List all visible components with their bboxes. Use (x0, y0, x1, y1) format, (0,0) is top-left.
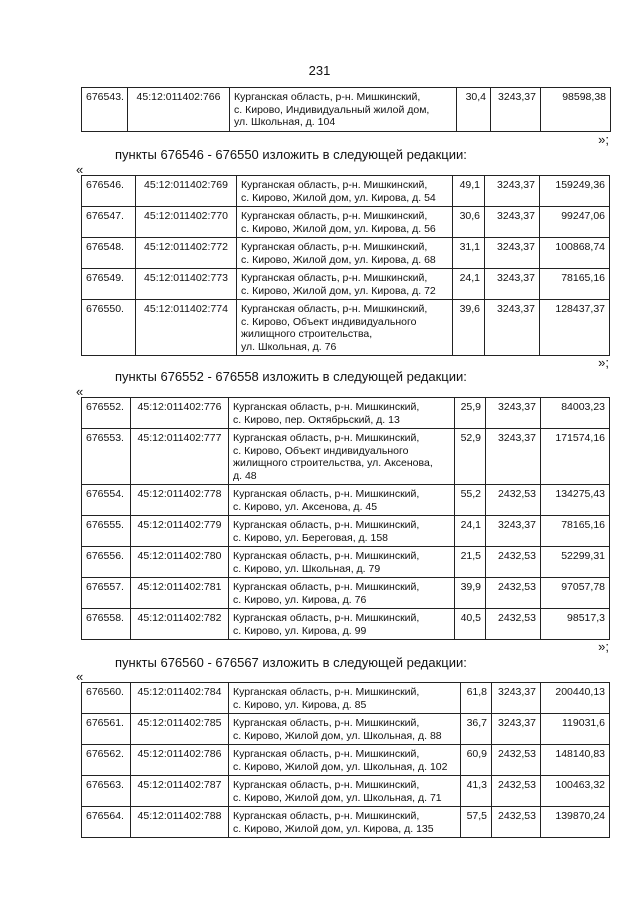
address-line: Курганская область, р-н. Мишкинский, (233, 779, 420, 791)
address-line: Курганская область, р-н. Мишкинский, (233, 488, 420, 500)
paragraph-heading: пункты 676560 - 676567 изложить в следующей редакции: (115, 655, 467, 670)
price-cell: 2432,53 (486, 609, 541, 640)
address-line: с. Кирово, Жилой дом, ул. Школьная, д. 71 (233, 791, 442, 804)
area-cell: 25,9 (455, 398, 486, 429)
address-line: ул. Школьная, д. 76 (241, 340, 337, 353)
address-line: с. Кирово, Индивидуальный жилой дом, (234, 103, 430, 116)
area-cell: 30,4 (457, 88, 491, 132)
address-cell (229, 714, 461, 745)
address-line: Курганская область, р-н. Мишкинский, (233, 717, 420, 729)
address-line: Курганская область, р-н. Мишкинский, (233, 581, 420, 593)
cadastral-number-cell: 45:12:011402:766 (128, 88, 230, 132)
area-cell: 31,1 (453, 238, 485, 269)
address-line: жилищного строительства, ул. Аксенова, (233, 457, 433, 469)
area-cell: 60,9 (461, 745, 492, 776)
table-block-1 (81, 87, 611, 132)
cadastral-number-cell: 45:12:011402:774 (136, 300, 237, 356)
total-cell: 98598,38 (541, 88, 611, 132)
address-line: Курганская область, р-н. Мишкинский, (233, 401, 420, 413)
row-number-cell: 676562. (82, 745, 131, 776)
cadastral-number-cell: 45:12:011402:769 (136, 176, 237, 207)
cadastral-number-cell: 45:12:011402:772 (136, 238, 237, 269)
address-line: Курганская область, р-н. Мишкинский, (233, 550, 420, 562)
opening-mark: « (76, 669, 84, 684)
opening-mark: « (76, 162, 84, 177)
table-row (82, 609, 610, 640)
cadastral-number-cell: 45:12:011402:788 (131, 807, 229, 838)
paragraph-heading: пункты 676552 - 676558 изложить в следующей редакции: (115, 369, 467, 384)
closing-mark: »; (598, 355, 609, 370)
address-cell (237, 238, 453, 269)
total-cell: 99247,06 (540, 207, 610, 238)
address-line: с. Кирово, Жилой дом, ул. Кирова, д. 56 (241, 222, 436, 235)
cadastral-number-cell: 45:12:011402:777 (131, 429, 229, 485)
address-line: Курганская область, р-н. Мишкинский, (241, 303, 428, 315)
address-cell (237, 207, 453, 238)
address-line: с. Кирово, Жилой дом, ул. Кирова, д. 54 (241, 191, 436, 204)
address-cell (229, 745, 461, 776)
cadastral-number-cell: 45:12:011402:780 (131, 547, 229, 578)
price-cell: 2432,53 (492, 745, 541, 776)
area-cell: 39,9 (455, 578, 486, 609)
cadastral-number-cell: 45:12:011402:786 (131, 745, 229, 776)
table-row (82, 429, 610, 485)
price-cell: 3243,37 (485, 300, 540, 356)
table-row (82, 516, 610, 547)
row-number-cell: 676554. (82, 485, 131, 516)
row-number-cell: 676556. (82, 547, 131, 578)
address-line: Курганская область, р-н. Мишкинский, (233, 432, 420, 444)
table-row (82, 776, 610, 807)
row-number-cell: 676555. (82, 516, 131, 547)
row-number-cell: 676564. (82, 807, 131, 838)
cadastral-number-cell: 45:12:011402:787 (131, 776, 229, 807)
price-cell: 3243,37 (492, 683, 541, 714)
row-number-cell: 676563. (82, 776, 131, 807)
address-line: ул. Школьная, д. 104 (234, 116, 336, 128)
cadastral-number-cell: 45:12:011402:782 (131, 609, 229, 640)
area-cell: 40,5 (455, 609, 486, 640)
page-number: 231 (308, 63, 331, 78)
row-number-cell: 676560. (82, 683, 131, 714)
total-cell: 52299,31 (541, 547, 610, 578)
cadastral-number-cell: 45:12:011402:779 (131, 516, 229, 547)
address-cell (229, 609, 455, 640)
address-line: Курганская область, р-н. Мишкинский, (233, 612, 420, 624)
address-line: с. Кирово, Объект индивидуального (233, 444, 409, 457)
area-cell: 49,1 (453, 176, 485, 207)
address-line: с. Кирово, ул. Кирова, д. 76 (233, 593, 367, 606)
cadastral-number-cell: 45:12:011402:781 (131, 578, 229, 609)
address-line: Курганская область, р-н. Мишкинский, (233, 519, 420, 531)
total-cell: 100868,74 (540, 238, 610, 269)
table-row (82, 176, 610, 207)
table-row (82, 398, 610, 429)
address-line: Курганская область, р-н. Мишкинский, (233, 810, 420, 822)
row-number-cell: 676550. (82, 300, 136, 356)
address-cell (229, 807, 461, 838)
row-number-cell: 676548. (82, 238, 136, 269)
table-block-4 (81, 682, 610, 838)
total-cell: 97057,78 (541, 578, 610, 609)
table-row (82, 207, 610, 238)
table-row (82, 269, 610, 300)
cadastral-number-cell: 45:12:011402:785 (131, 714, 229, 745)
total-cell: 78165,16 (540, 269, 610, 300)
total-cell: 148140,83 (541, 745, 610, 776)
area-cell: 39,6 (453, 300, 485, 356)
table-row (82, 300, 610, 356)
address-cell (229, 398, 455, 429)
address-line: с. Кирово, ул. Школьная, д. 79 (233, 562, 381, 575)
total-cell: 128437,37 (540, 300, 610, 356)
address-cell (229, 547, 455, 578)
address-line: Курганская область, р-н. Мишкинский, (241, 272, 428, 284)
total-cell: 134275,43 (541, 485, 610, 516)
cadastral-number-cell: 45:12:011402:784 (131, 683, 229, 714)
area-cell: 61,8 (461, 683, 492, 714)
price-cell: 3243,37 (491, 88, 541, 132)
cadastral-number-cell: 45:12:011402:770 (136, 207, 237, 238)
total-cell: 200440,13 (541, 683, 610, 714)
closing-mark: »; (598, 639, 609, 654)
address-line: с. Кирово, Жилой дом, ул. Школьная, д. 88 (233, 729, 442, 742)
table-row (82, 683, 610, 714)
address-cell (237, 300, 453, 356)
total-cell: 139870,24 (541, 807, 610, 838)
table-row (82, 714, 610, 745)
address-line: Курганская область, р-н. Мишкинский, (241, 179, 428, 191)
address-line: Курганская область, р-н. Мишкинский, (233, 686, 420, 698)
total-cell: 100463,32 (541, 776, 610, 807)
address-line: с. Кирово, Объект индивидуального (241, 315, 417, 328)
table-block-3 (81, 397, 610, 640)
table-row (82, 807, 610, 838)
row-number-cell: 676553. (82, 429, 131, 485)
table-block-2 (81, 175, 610, 356)
address-cell (237, 269, 453, 300)
address-cell (229, 516, 455, 547)
address-line: Курганская область, р-н. Мишкинский, (241, 210, 428, 222)
price-cell: 3243,37 (485, 176, 540, 207)
row-number-cell: 676543. (82, 88, 128, 132)
price-cell: 3243,37 (485, 238, 540, 269)
address-line: с. Кирово, ул. Береговая, д. 158 (233, 531, 389, 544)
area-cell: 36,7 (461, 714, 492, 745)
address-line: Курганская область, р-н. Мишкинский, (234, 91, 421, 103)
row-number-cell: 676552. (82, 398, 131, 429)
cadastral-number-cell: 45:12:011402:776 (131, 398, 229, 429)
row-number-cell: 676547. (82, 207, 136, 238)
address-line: с. Кирово, Жилой дом, ул. Кирова, д. 68 (241, 253, 436, 266)
address-cell (237, 176, 453, 207)
total-cell: 78165,16 (541, 516, 610, 547)
area-cell: 30,6 (453, 207, 485, 238)
address-line: с. Кирово, ул. Кирова, д. 85 (233, 698, 367, 711)
table-row (82, 547, 610, 578)
row-number-cell: 676557. (82, 578, 131, 609)
table-row (82, 485, 610, 516)
opening-mark: « (76, 384, 84, 399)
table-row (82, 745, 610, 776)
address-line: с. Кирово, ул. Аксенова, д. 45 (233, 500, 378, 513)
area-cell: 52,9 (455, 429, 486, 485)
row-number-cell: 676549. (82, 269, 136, 300)
address-line: Курганская область, р-н. Мишкинский, (233, 748, 420, 760)
address-line: Курганская область, р-н. Мишкинский, (241, 241, 428, 253)
price-cell: 3243,37 (486, 429, 541, 485)
address-line: д. 48 (233, 469, 257, 482)
price-cell: 3243,37 (486, 516, 541, 547)
cadastral-number-cell: 45:12:011402:778 (131, 485, 229, 516)
area-cell: 24,1 (453, 269, 485, 300)
address-line: с. Кирово, Жилой дом, ул. Школьная, д. 102 (233, 760, 448, 773)
area-cell: 24,1 (455, 516, 486, 547)
total-cell: 159249,36 (540, 176, 610, 207)
price-cell: 2432,53 (486, 547, 541, 578)
address-line: с. Кирово, Жилой дом, ул. Кирова, д. 135 (233, 822, 434, 835)
area-cell: 41,3 (461, 776, 492, 807)
row-number-cell: 676546. (82, 176, 136, 207)
address-line: с. Кирово, пер. Октябрьский, д. 13 (233, 413, 400, 426)
address-cell (230, 88, 457, 132)
total-cell: 119031,6 (541, 714, 610, 745)
address-cell (229, 429, 455, 485)
row-number-cell: 676558. (82, 609, 131, 640)
paragraph-heading: пункты 676546 - 676550 изложить в следующей редакции: (115, 147, 467, 162)
row-number-cell: 676561. (82, 714, 131, 745)
address-cell (229, 578, 455, 609)
price-cell: 3243,37 (485, 269, 540, 300)
price-cell: 3243,37 (492, 714, 541, 745)
table-row (82, 238, 610, 269)
price-cell: 3243,37 (486, 398, 541, 429)
address-line: с. Кирово, ул. Кирова, д. 99 (233, 624, 367, 637)
address-cell (229, 683, 461, 714)
address-cell (229, 485, 455, 516)
total-cell: 98517,3 (541, 609, 610, 640)
price-cell: 2432,53 (492, 807, 541, 838)
area-cell: 55,2 (455, 485, 486, 516)
price-cell: 2432,53 (486, 578, 541, 609)
price-cell: 2432,53 (486, 485, 541, 516)
table-row (82, 578, 610, 609)
area-cell: 21,5 (455, 547, 486, 578)
total-cell: 171574,16 (541, 429, 610, 485)
price-cell: 3243,37 (485, 207, 540, 238)
address-cell (229, 776, 461, 807)
closing-mark: »; (598, 132, 609, 147)
price-cell: 2432,53 (492, 776, 541, 807)
area-cell: 57,5 (461, 807, 492, 838)
address-line: с. Кирово, Жилой дом, ул. Кирова, д. 72 (241, 284, 436, 297)
cadastral-number-cell: 45:12:011402:773 (136, 269, 237, 300)
total-cell: 84003,23 (541, 398, 610, 429)
table-row (82, 88, 611, 132)
address-line: жилищного строительства, (241, 328, 373, 340)
